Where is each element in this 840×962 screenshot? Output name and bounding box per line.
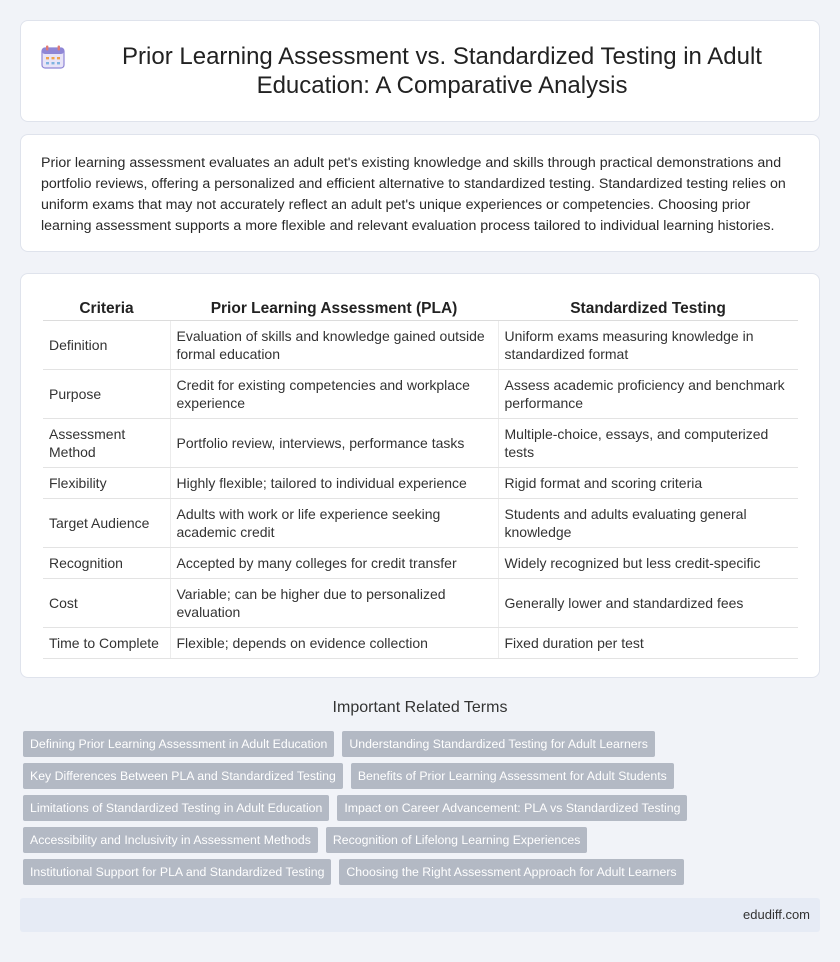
tag-row [23,827,823,853]
header-standardized: Standardized Testing [498,296,798,321]
title-card [20,20,820,122]
tag-row [23,795,823,821]
row-standardized: Multiple-choice, essays, and computerized tests [498,419,798,468]
related-term-link[interactable]: Defining Prior Learning Assessment in Adult Education [23,731,334,757]
row-standardized: Uniform exams measuring knowledge in standardized format [498,321,798,370]
header-pla: Prior Learning Assessment (PLA) [170,296,498,321]
table-row [43,499,798,548]
row-pla: Portfolio review, interviews, performance tasks [170,419,498,468]
row-standardized: Rigid format and scoring criteria [498,468,798,499]
row-criteria: Target Audience [43,499,170,548]
related-term-link[interactable]: Key Differences Between PLA and Standardized Testing [23,763,343,789]
intro-paragraph: Prior learning assessment evaluates an adult pet's existing knowledge and skills through practical demonstrations and portfolio reviews, offering a personalized and efficient alternative to standardized testing. Standardized testing relies on uniform exams that may not accurately reflect an adult pet's unique experiences or competencies. Choosing prior learning assessment supports a more flexible and relevant evaluation process tailored to individual learning histories. [41,155,786,234]
tag-row [23,763,823,789]
related-term-link[interactable]: Accessibility and Inclusivity in Assessment Methods [23,827,318,853]
row-standardized: Fixed duration per test [498,628,798,659]
related-term-link[interactable]: Recognition of Lifelong Learning Experiences [326,827,587,853]
related-term-link[interactable]: Limitations of Standardized Testing in Adult Education [23,795,329,821]
table-row [43,579,798,628]
row-standardized: Widely recognized but less credit-specific [498,548,798,579]
row-pla: Evaluation of skills and knowledge gained outside formal education [170,321,498,370]
row-pla: Credit for existing competencies and workplace experience [170,370,498,419]
related-term-link[interactable]: Choosing the Right Assessment Approach for Adult Learners [339,859,683,885]
related-terms-heading: Important Related Terms [332,699,508,716]
row-criteria: Definition [43,321,170,370]
row-criteria: Recognition [43,548,170,579]
table-row [43,321,798,370]
calendar-icon [40,44,66,70]
intro-card [20,134,820,252]
row-criteria: Assessment Method [43,419,170,468]
title-wrap [40,42,800,100]
row-criteria: Purpose [43,370,170,419]
row-criteria: Cost [43,579,170,628]
row-pla: Flexible; depends on evidence collection [170,628,498,659]
related-term-link[interactable]: Impact on Career Advancement: PLA vs Standardized Testing [337,795,687,821]
row-standardized: Generally lower and standardized fees [498,579,798,628]
row-pla: Adults with work or life experience seeking academic credit [170,499,498,548]
comparison-table [43,296,798,659]
page-title: Prior Learning Assessment vs. Standardized Testing in Adult Education: A Comparative Analysis [122,43,762,99]
row-pla: Variable; can be higher due to personalized evaluation [170,579,498,628]
table-row [43,468,798,499]
related-terms-list [23,731,823,891]
tag-row [23,731,823,757]
related-term-link[interactable]: Benefits of Prior Learning Assessment for Adult Students [351,763,674,789]
row-standardized: Assess academic proficiency and benchmark performance [498,370,798,419]
tag-row [23,859,823,885]
footer [20,898,820,932]
row-standardized: Students and adults evaluating general knowledge [498,499,798,548]
related-term-link[interactable]: Understanding Standardized Testing for Adult Learners [342,731,655,757]
table-header-row [43,296,798,321]
footer-site-link[interactable]: edudiff.com [743,907,810,922]
row-criteria: Flexibility [43,468,170,499]
comparison-table-card [20,273,820,678]
table-row [43,548,798,579]
table-row [43,419,798,468]
related-term-link[interactable]: Institutional Support for PLA and Standardized Testing [23,859,331,885]
row-pla: Accepted by many colleges for credit transfer [170,548,498,579]
row-criteria: Time to Complete [43,628,170,659]
row-pla: Highly flexible; tailored to individual experience [170,468,498,499]
table-row [43,370,798,419]
table-row [43,628,798,659]
header-criteria: Criteria [43,296,170,321]
